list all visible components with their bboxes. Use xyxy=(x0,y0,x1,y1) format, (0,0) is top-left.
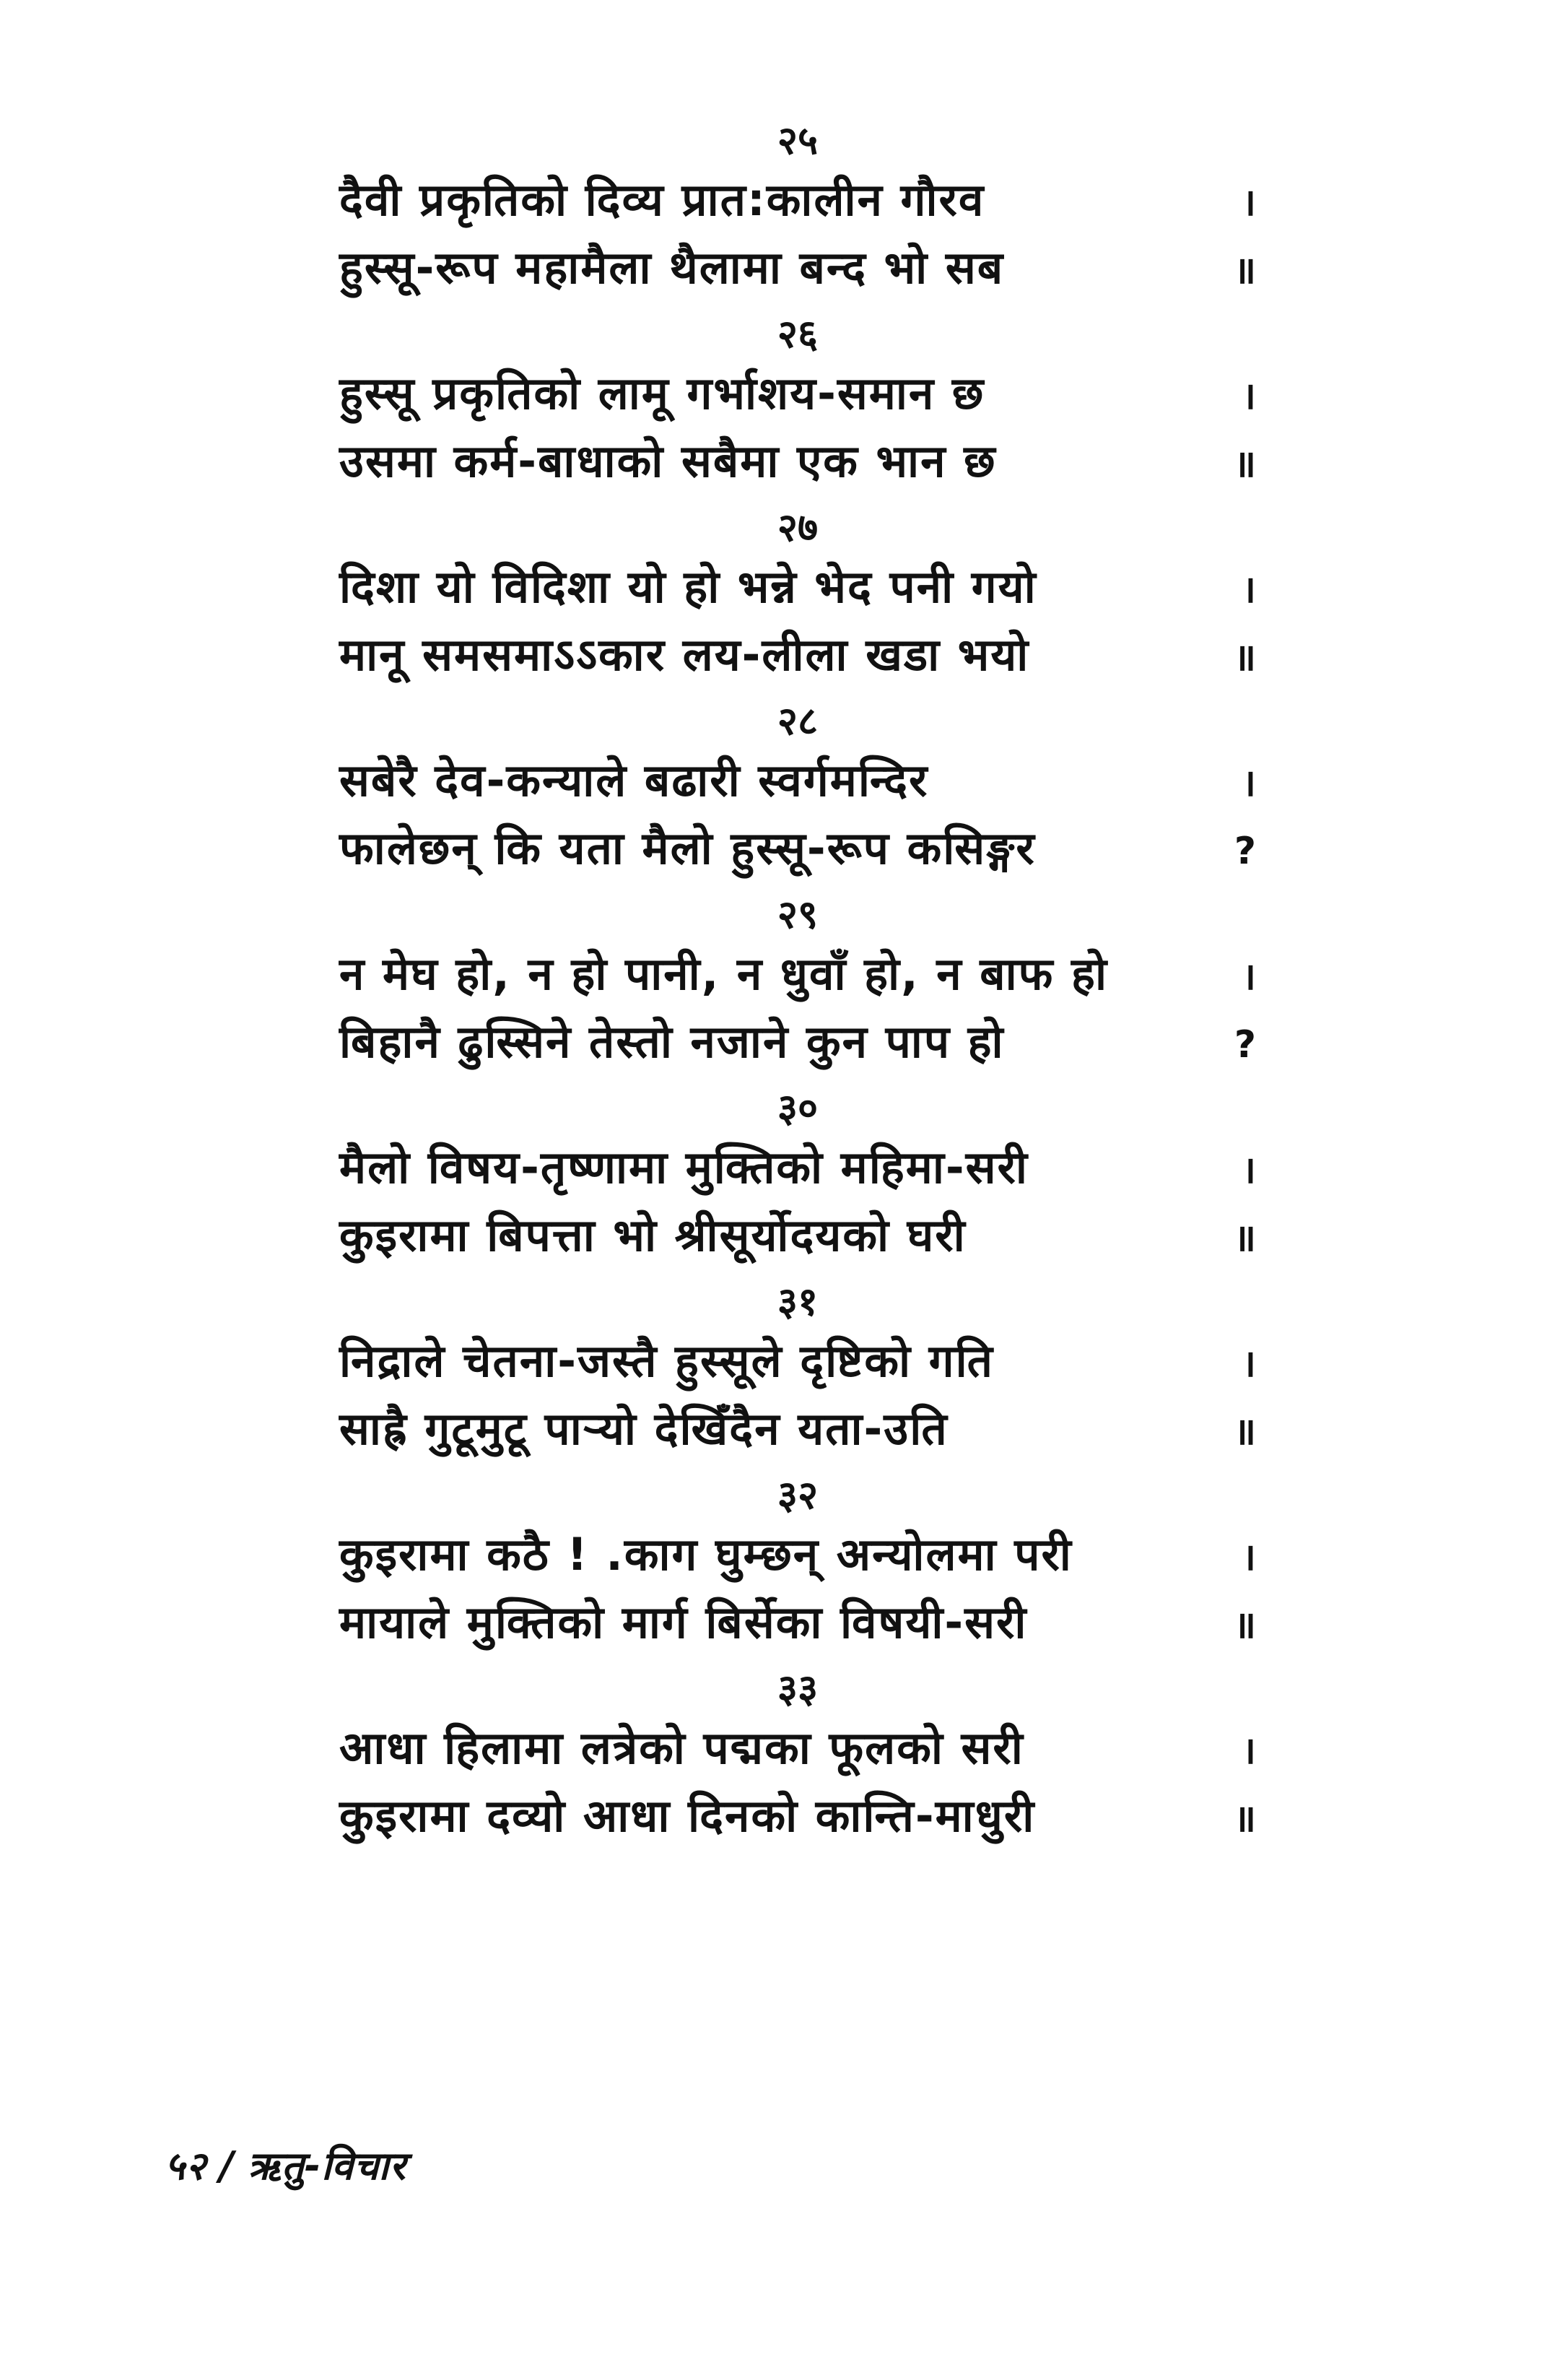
stanza-number: ३२ xyxy=(777,1472,819,1518)
verse-text: मानू समसमाऽऽकार लय-लीला खडा भयो xyxy=(339,628,1030,681)
stanza-number: ३१ xyxy=(777,1279,819,1324)
verse-text: कुइरामा बिपत्ता भो श्रीसूर्योदयको घरी xyxy=(339,1209,967,1261)
stanza-number: २८ xyxy=(777,698,819,744)
verse-end-mark: ॥ xyxy=(1233,636,1256,679)
verse-line xyxy=(339,360,1256,427)
verse-end-mark: । xyxy=(1242,955,1256,999)
verse-end-mark: । xyxy=(1242,375,1256,418)
verse-text: दैवी प्रकृतिको दिव्य प्रात:कालीन गौरव xyxy=(339,173,985,226)
verse-end-mark: ॥ xyxy=(1233,1604,1256,1647)
verse-text: कुइरामा कठै ! .काग घुम्छन् अन्योलमा परी xyxy=(339,1528,1073,1581)
verse-line xyxy=(339,427,1256,495)
verse-text: साह्रै गुटूमुटू पाऱ्यो देखिँदैन यता-उति xyxy=(339,1402,949,1455)
stanza-number: २९ xyxy=(777,892,819,937)
verse-line xyxy=(339,1782,1256,1850)
verse-end-mark: । xyxy=(1242,181,1256,225)
verse-end-mark: । xyxy=(1242,568,1256,612)
verse-line xyxy=(339,1327,1256,1395)
verse-line xyxy=(339,1202,1256,1269)
verse-text: न मेघ हो, न हो पानी, न धुवाँ हो, न बाफ हो xyxy=(339,947,1109,1000)
verse-line xyxy=(339,1589,1256,1656)
page-footer xyxy=(165,2137,406,2191)
verse-text: मायाले मुक्तिको मार्ग बिर्सेका विषयी-सरी xyxy=(339,1596,1028,1649)
verse-text: उसमा कर्म-बाधाको सबैमा एक भान छ xyxy=(339,435,997,487)
verse-line xyxy=(339,1008,1256,1076)
verse-end-mark: । xyxy=(1242,1729,1256,1773)
verse-end-mark: ? xyxy=(1234,830,1256,873)
verse-end-mark: ? xyxy=(1234,1023,1256,1067)
verse-end-mark: ॥ xyxy=(1233,1410,1256,1454)
verse-line xyxy=(339,166,1256,234)
verse-end-mark: ॥ xyxy=(1233,249,1256,292)
verse-line xyxy=(339,940,1256,1008)
verse-line xyxy=(339,1395,1256,1463)
verse-line xyxy=(339,234,1256,302)
stanza-number: ३३ xyxy=(777,1666,819,1711)
verse-line xyxy=(339,553,1256,621)
verse-text: सबेरै देव-कन्याले बढारी स्वर्गमन्दिर xyxy=(339,754,929,807)
verse-text: निद्राले चेतना-जस्तै हुस्सूले दृष्टिको गति xyxy=(339,1334,994,1387)
book-title: ऋतु-विचार xyxy=(247,2143,406,2189)
verse-line xyxy=(339,1134,1256,1202)
verse-end-mark: । xyxy=(1242,762,1256,805)
page-number: ५२ xyxy=(165,2143,207,2189)
verse-end-mark: ॥ xyxy=(1233,1797,1256,1841)
verse-line xyxy=(339,747,1256,815)
verse-line xyxy=(339,1521,1256,1589)
verse-text: मैलो विषय-तृष्णामा मुक्तिको महिमा-सरी xyxy=(339,1141,1029,1194)
verse-line xyxy=(339,1714,1256,1782)
verse-text: हुस्सू-रूप महामैला थैलामा बन्द भो सब xyxy=(339,241,1005,294)
verse-line xyxy=(339,815,1256,882)
verse-text: दिशा यो विदिशा यो हो भन्ने भेद पनी गयो xyxy=(339,560,1037,613)
stanza-number: ३० xyxy=(777,1085,819,1131)
poem-body xyxy=(339,108,1256,1850)
verse-line xyxy=(339,621,1256,689)
stanza-number: २७ xyxy=(777,505,819,550)
verse-text: आधा हिलामा लत्रेको पद्मका फूलको सरी xyxy=(339,1721,1024,1774)
verse-end-mark: । xyxy=(1242,1149,1256,1192)
verse-end-mark: । xyxy=(1242,1536,1256,1579)
verse-end-mark: ॥ xyxy=(1233,1217,1256,1260)
verse-end-mark: । xyxy=(1242,1342,1256,1386)
verse-text: हुस्सू प्रकृतिको लामू गर्भाशय-समान छ xyxy=(339,367,985,420)
verse-text: कुइरामा दव्यो आधा दिनको कान्ति-माधुरी xyxy=(339,1789,1036,1842)
stanza-number: २५ xyxy=(777,118,819,163)
verse-text: फालेछन् कि यता मैलो हुस्सू-रूप कसिङ्गर xyxy=(339,822,1036,874)
stanza-number: २६ xyxy=(777,311,819,357)
footer-separator: / xyxy=(219,2143,235,2189)
verse-text: बिहानै ढुस्सिने तेस्तो नजाने कुन पाप हो xyxy=(339,1015,1005,1068)
verse-end-mark: ॥ xyxy=(1233,443,1256,486)
